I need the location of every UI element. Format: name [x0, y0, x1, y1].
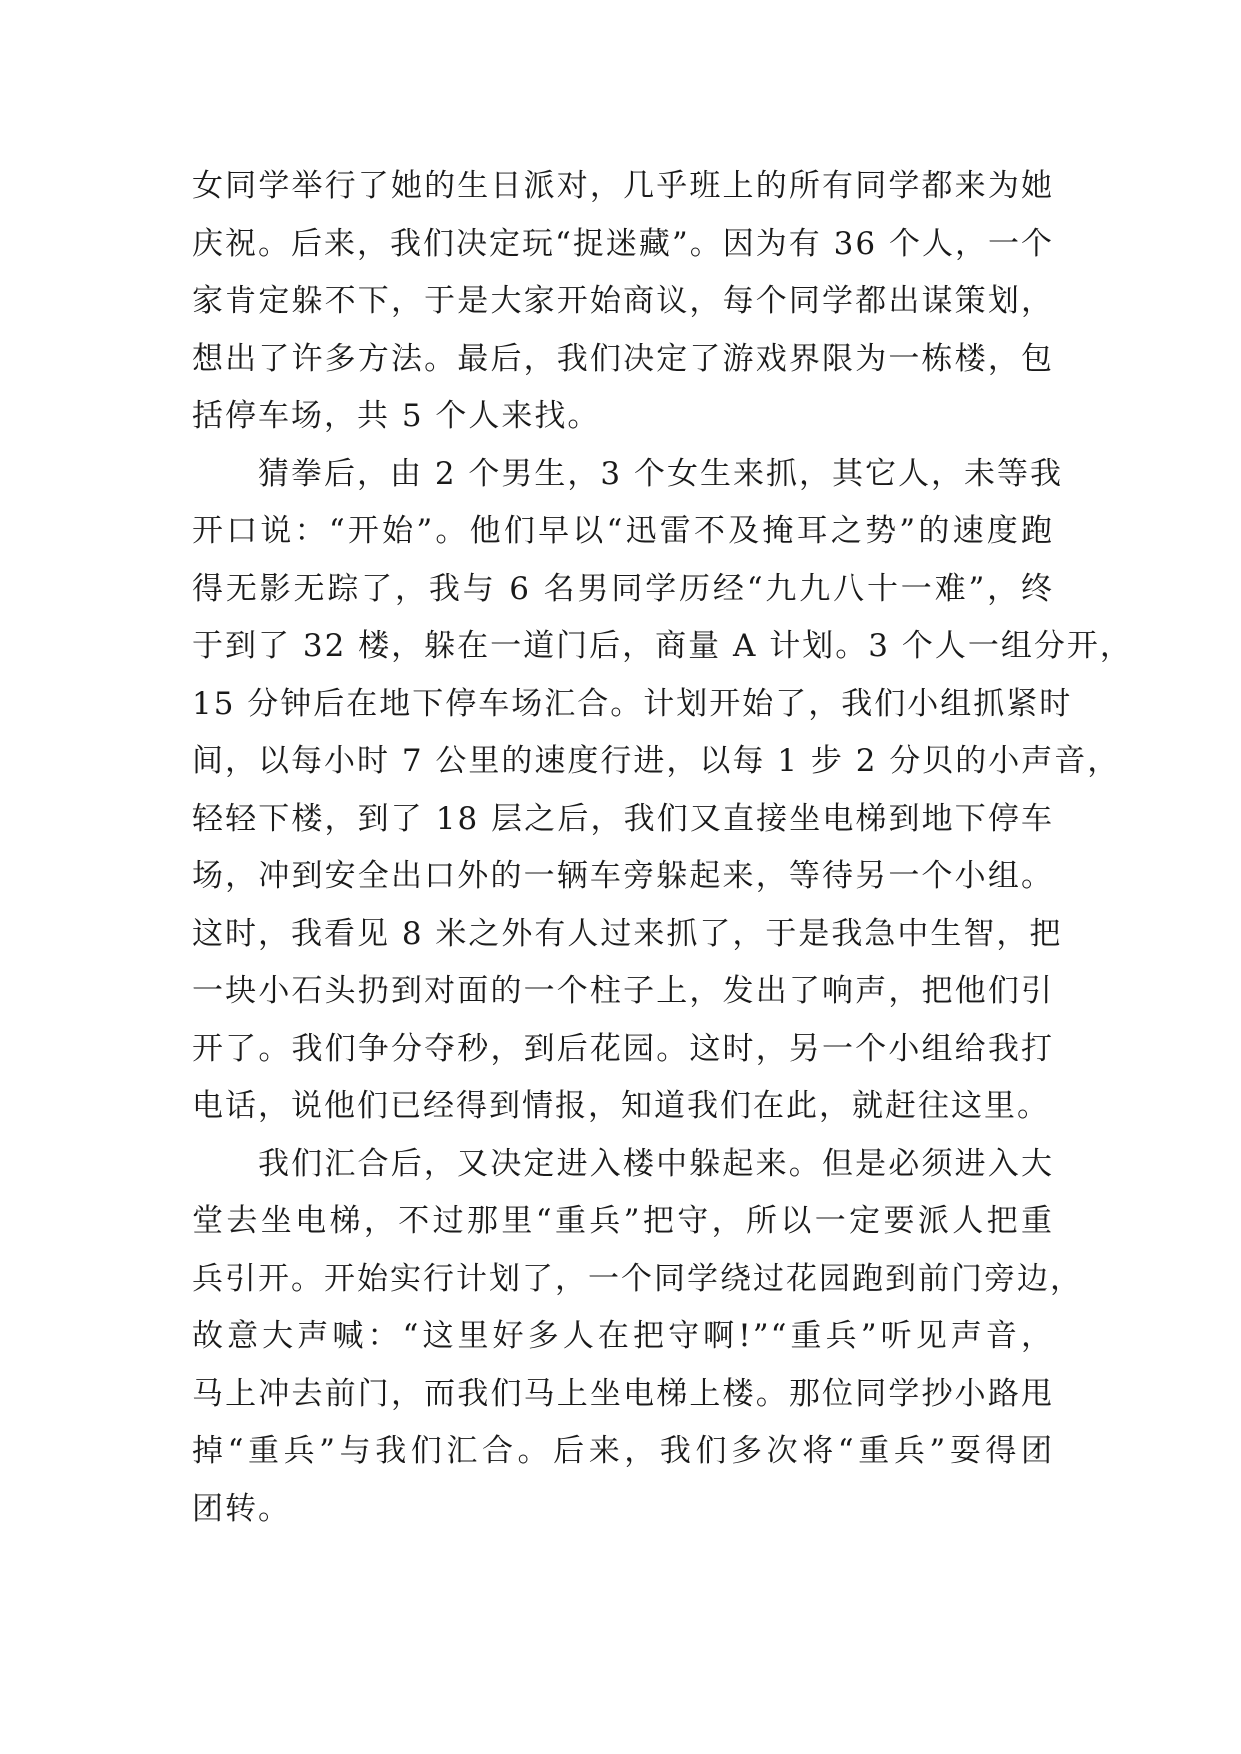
text-line: 女同学举行了她的生日派对，几乎班上的所有同学都来为她	[192, 168, 1054, 204]
text-line: 一块小石头扔到对面的一个柱子上，发出了响声，把他们引	[192, 973, 1054, 1009]
paragraph	[192, 446, 1133, 1136]
paragraph	[192, 1136, 1083, 1539]
text-line: 堂去坐电梯，不过那里“重兵”把守，所以一定要派人把重	[192, 1203, 1054, 1239]
text-line: 家肯定躲不下，于是大家开始商议，每个同学都出谋策划，	[192, 283, 1054, 319]
text-line: 得无影无踪了，我与 6 名男同学历经“九九八十一难”，终	[192, 570, 1054, 607]
text-line: 想出了许多方法。最后，我们决定了游戏界限为一栋楼，包	[192, 340, 1054, 377]
text-line: 15 分钟后在地下停车场汇合。计划开始了，我们小组抓紧时	[192, 685, 1073, 722]
text-line: 轻轻下楼，到了 18 层之后，我们又直接坐电梯到地下停车	[192, 800, 1054, 837]
text-line: 电话，说他们已经得到情报，知道我们在此，就赶往这里。	[192, 1088, 1050, 1124]
text-line: 掉“重兵”与我们汇合。后来，我们多次将“重兵”耍得团	[192, 1433, 1054, 1469]
text-line: 开口说：“开始”。他们早以“迅雷不及掩耳之势”的速度跑	[192, 513, 1054, 549]
text-line: 间，以每小时 7 公里的速度行进，以每 1 步 2 分贝的小声音，	[192, 743, 1121, 779]
text-line: 马上冲去前门，而我们马上坐电梯上楼。那位同学抄小路甩	[192, 1375, 1054, 1412]
text-line: 猜拳后，由 2 个男生，3 个女生来抓，其它人，未等我	[258, 455, 1064, 492]
text-line: 括停车场，共 5 个人来找。	[192, 398, 601, 434]
paragraph	[192, 158, 1054, 446]
text-line: 于到了 32 楼，躲在一道门后，商量 A 计划。3 个人一组分开，	[192, 628, 1133, 664]
text-line: 团转。	[192, 1490, 291, 1527]
text-line: 我们汇合后，又决定进入楼中躲起来。但是必须进入大	[258, 1145, 1054, 1182]
text-line: 庆祝。后来，我们决定玩“捉迷藏”。因为有 36 个人，一个	[192, 225, 1054, 262]
text-line: 开了。我们争分夺秒，到后花园。这时，另一个小组给我打	[192, 1030, 1054, 1067]
text-line: 兵引开。开始实行计划了，一个同学绕过花园跑到前门旁边，	[192, 1260, 1083, 1297]
text-line: 这时，我看见 8 米之外有人过来抓了，于是我急中生智，把	[192, 915, 1063, 952]
text-line: 故意大声喊：“这里好多人在把守啊!”“重兵”听见声音，	[192, 1318, 1054, 1354]
body-text	[192, 158, 1133, 1538]
text-line: 场，冲到安全出口外的一辆车旁躲起来，等待另一个小组。	[192, 858, 1054, 894]
